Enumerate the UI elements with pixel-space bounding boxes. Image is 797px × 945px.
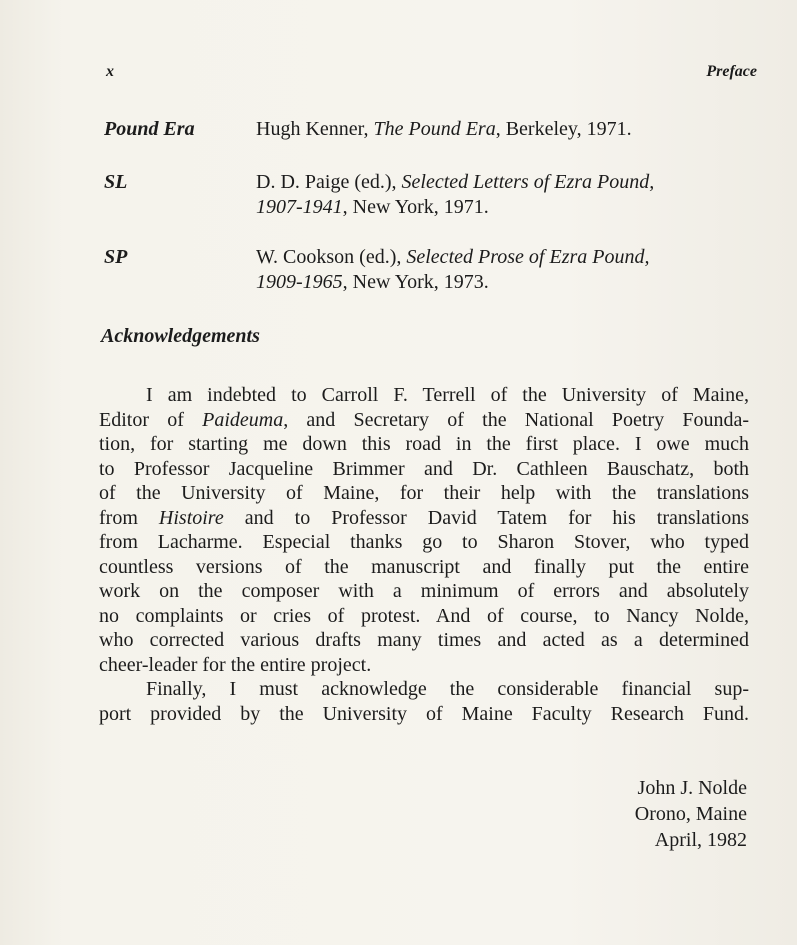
line-text: Editor of (99, 408, 203, 431)
abbreviation-reference (256, 117, 754, 142)
paragraph-line (99, 604, 749, 629)
reference-text: Hugh Kenner, (256, 118, 374, 140)
signature-block (635, 775, 747, 853)
reference-line (256, 195, 754, 220)
reference-line (256, 170, 754, 195)
reference-title: Selected Letters of Ezra Pound, (401, 171, 655, 193)
signature-date: April, 1982 (654, 829, 747, 851)
paragraph-line (99, 555, 749, 580)
paragraph-line (99, 628, 749, 653)
line-text: from Lacharme. Especial thanks go to Sharon Stover, who typed (99, 531, 749, 553)
line-text: and to Professor David Tatem for his translations (223, 506, 749, 529)
reference-line (256, 117, 754, 142)
acknowledgements-body (99, 383, 749, 726)
paragraph-line (99, 432, 749, 457)
paragraph-line (99, 506, 749, 531)
reference-title: The Pound Era (373, 118, 496, 140)
book-title: Histoire (158, 506, 224, 529)
page-number: x (106, 63, 114, 80)
line-text: who corrected various drafts many times and acted as a determined (99, 629, 749, 651)
abbreviation-reference (256, 170, 754, 220)
author-location: Orono, Maine (634, 803, 747, 825)
paragraph-line (99, 702, 749, 727)
abbreviation-key: Pound Era (104, 118, 195, 140)
reference-date-range: 1907-1941 (256, 196, 343, 218)
reference-text: , Berkeley, 1971. (495, 118, 632, 140)
running-head (106, 63, 757, 83)
journal-title: Paideuma (202, 408, 284, 431)
line-text: I am indebted to Carroll F. Terrell of the University of Maine, (146, 384, 749, 406)
section-title: Preface (706, 63, 757, 80)
line-text: tion, for starting me down this road in the first place. I owe much (99, 433, 749, 455)
acknowledgements-heading: Acknowledgements (101, 325, 260, 347)
reference-text: D. D. Paige (ed.), (256, 171, 402, 193)
abbreviation-key: SP (104, 246, 128, 268)
line-text: work on the composer with a minimum of errors and absolutely (99, 580, 749, 602)
line-text: no complaints or cries of protest. And of course, to Nancy Nolde, (99, 604, 749, 627)
line-text: , and Secretary of the National Poetry Founda- (283, 408, 749, 431)
paragraph-line (99, 408, 749, 433)
line-text: to Professor Jacqueline Brimmer and Dr. Cathleen Bauschatz, both (99, 457, 749, 480)
line-text: port provided by the University of Maine Faculty Research Fund. (99, 702, 749, 725)
abbreviation-key: SL (104, 171, 128, 193)
author-name: John J. Nolde (637, 777, 747, 799)
reference-title: Selected Prose of Ezra Pound, (406, 246, 650, 268)
paragraph-line (99, 530, 749, 555)
paragraph-line (99, 677, 749, 702)
abbreviation-reference (256, 245, 754, 295)
reference-date-range: 1909-1965 (256, 271, 343, 293)
line-text: of the University of Maine, for their help with the translations (99, 482, 749, 504)
line-text: from (99, 506, 159, 529)
reference-line (256, 245, 754, 270)
paragraph-line (99, 383, 749, 408)
reference-line (256, 270, 754, 295)
paragraph-line (99, 481, 749, 506)
paragraph-line (99, 579, 749, 604)
line-text: countless versions of the manuscript and finally put the entire (99, 555, 749, 578)
line-text: cheer-leader for the entire project. (99, 653, 372, 676)
reference-text: W. Cookson (ed.), (256, 246, 407, 268)
reference-text: , New York, 1971. (342, 196, 489, 218)
line-text: Finally, I must acknowledge the considerable financial sup- (146, 678, 749, 700)
reference-text: , New York, 1973. (342, 271, 489, 293)
paragraph-line (99, 653, 749, 678)
paragraph-line (99, 457, 749, 482)
